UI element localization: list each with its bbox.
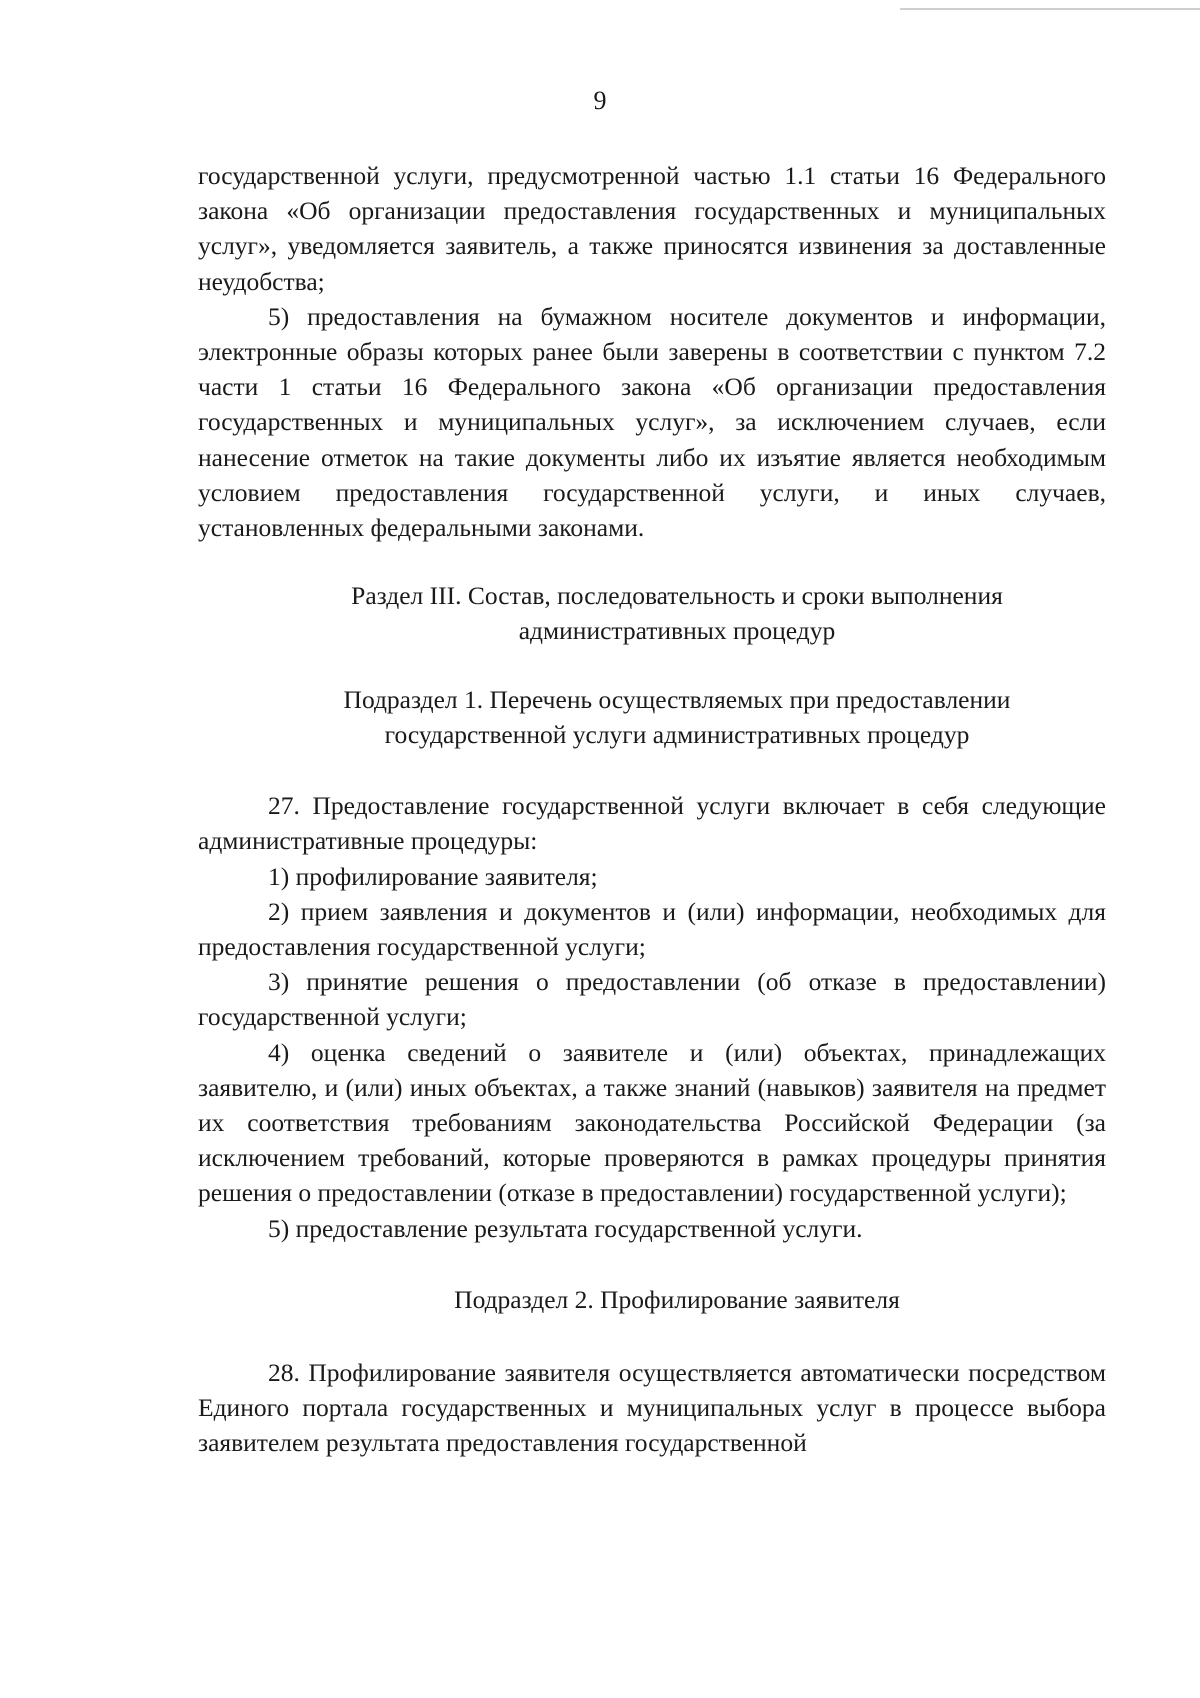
list-item: 4) оценка сведений о заявителе и (или) объектах, принадлежащих заявителю, и (или) иных объектах, а также знаний (навыков) заявителя на предмет их соответствия требованиям законодательства Российской Федерации (за исключением требований, которые проверяются в рамках процедуры принятия решения о предоставлении (отказе в предоставлении) государственной услуги);: [198, 1037, 1106, 1208]
list-item: 2) прием заявления и документов и (или) информации, необходимых для предоставления государственной услуги;: [198, 896, 1106, 962]
paragraph-item-5-paper-documents: 5) предоставления на бумажном носителе документов и информации, электронные образы которых ранее были заверены в соответствии с пунктом 7.2 части 1 статьи 16 Федерального закона «Об организации предоставления государственных и муниципальных услуг», за исключением случаев, если нанесение отметок на такие документы либо их изъятие является необходимым условием предоставления государственной услуги, и иных случаев, установленных федеральными законами.: [198, 301, 1106, 543]
section-3-heading-line-2: административных процедур: [518, 616, 836, 646]
document-body: [198, 158, 1106, 1460]
subsection-1-heading-line-2: государственной услуги административных процедур: [384, 720, 970, 750]
subsection-2-heading: Подраздел 2. Профилирование заявителя: [454, 1284, 900, 1314]
page-number: 9: [593, 86, 607, 115]
scan-artifact-line: [900, 8, 1200, 10]
list-item: 5) предоставление результата государственной услуги.: [268, 1213, 863, 1243]
paragraph-28: 28. Профилирование заявителя осуществляется автоматически посредством Единого портала государственных и муниципальных услуг в процессе выбора заявителем результата предоставления государственной: [198, 1357, 1106, 1458]
section-3-heading-line-1: Раздел III. Состав, последовательность и сроки выполнения: [351, 581, 1003, 611]
list-item: 1) профилирование заявителя;: [268, 861, 598, 891]
paragraph-continuation: государственной услуги, предусмотренной частью 1.1 статьи 16 Федерального закона «Об организации предоставления государственных и муниципальных услуг», уведомляется заявитель, а также приносятся извинения за доставленные неудобства;: [198, 161, 1106, 296]
subsection-1-heading: [198, 682, 1106, 752]
subsection-1-heading-line-1: Подраздел 1. Перечень осуществляемых при предоставлении: [343, 685, 1011, 715]
section-3-heading: [198, 578, 1106, 648]
paragraph-27-intro: 27. Предоставление государственной услуги включает в себя следующие административные процедуры:: [198, 791, 1106, 856]
list-item: 3) принятие решения о предоставлении (об отказе в предоставлении) государственной услуги;: [198, 967, 1106, 1032]
